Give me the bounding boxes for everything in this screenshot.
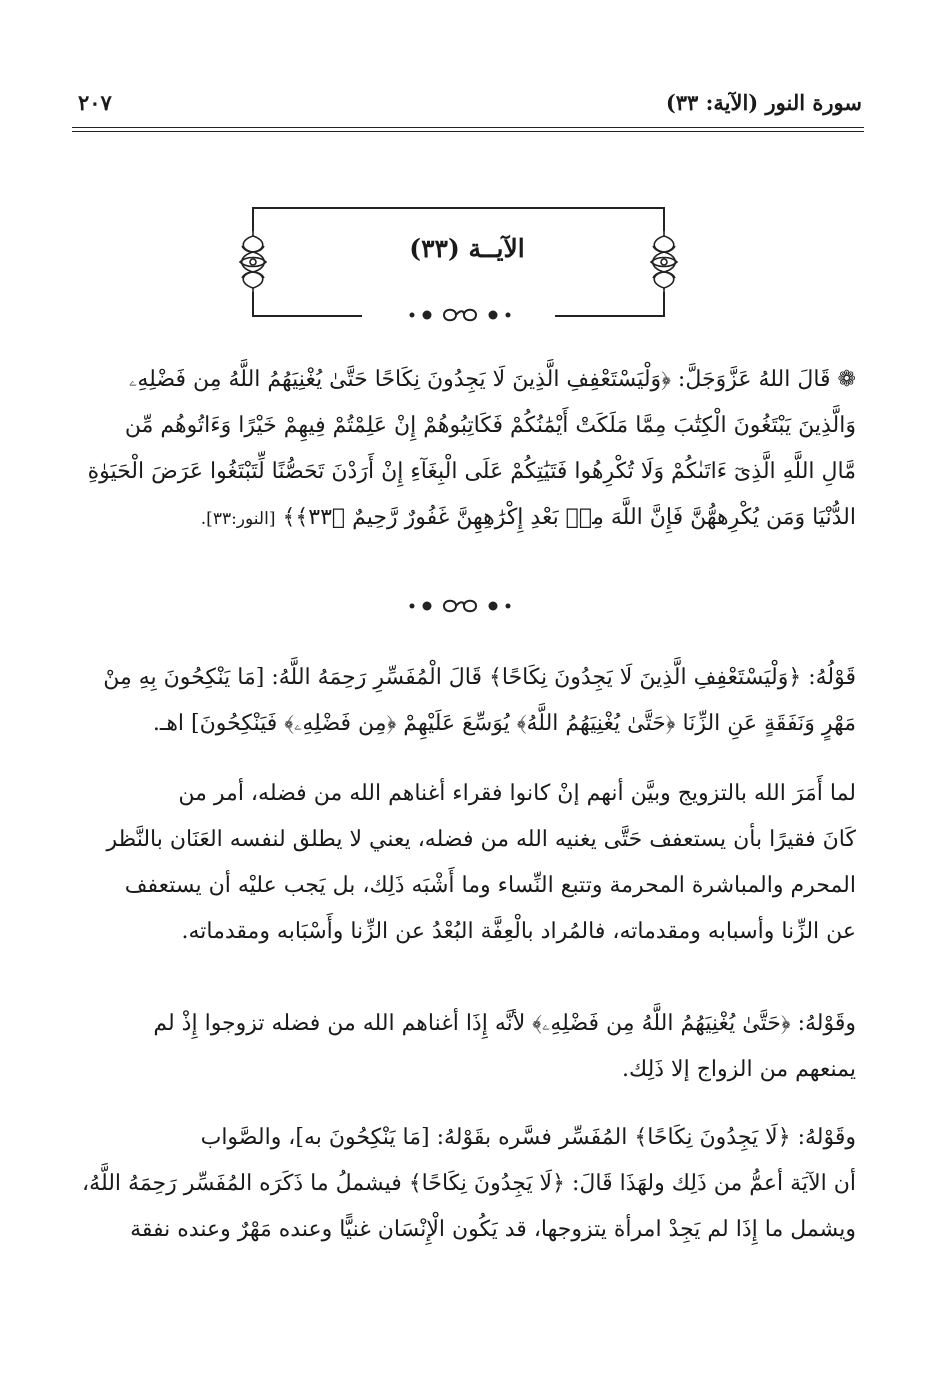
ayah-citation: [النور:٣٣]. — [200, 509, 276, 529]
paragraph-2 — [74, 771, 856, 955]
knot-ornament-icon — [236, 228, 270, 296]
surah-header-title: سورة النور (الآية: ٣٣) — [665, 90, 862, 115]
text-line: ويشمل ما إِذَا لم يَجِدْ امرأة يتزوجها، قد يَكُون الْإِنْسَان غنيًّا وعنده مَهْرٌ وعنده نفقة — [130, 1217, 856, 1242]
ayah-line: ❁ قَالَ اللهُ عَزَّوَجَلَّ: ﴿وَلْيَسْتَعْفِفِ الَّذِينَ لَا يَجِدُونَ نِكَاحًا حَتَّىٰ يُغْنِيَهُمُ اللَّهُ مِن فَضْلِهِۦ — [128, 367, 856, 392]
text-line: لما أَمَرَ الله بالتزويج وبيَّن أنهم إنْ كانوا فقراء أغناهم الله من فضله، أمر من — [178, 781, 856, 806]
ayah-line: وَالَّذِينَ يَبْتَغُونَ الْكِتَٰبَ مِمَّا مَلَكَتْ أَيْمَٰنُكُمْ فَكَاتِبُوهُمْ إِنْ عَلِمْتُمْ فِيهِمْ خَيْرًا وَءَاتُوهُم مِّن — [124, 413, 856, 438]
text-line: وقَوْلهُ: ﴿لَا يَجِدُونَ نِكَاحًا﴾ المُفَسِّر فسَّره بقَوْلهُ: [مَا يَنْكِحُونَ به]، والصَّواب — [200, 1125, 856, 1150]
header-rule-thin — [72, 131, 864, 132]
frame-bottom-right-line — [555, 315, 665, 317]
text-line: أن الآيَة أعمُّ من ذَلِك ولهَذَا قَالَ: ﴿لَا يَجِدُونَ نِكَاحًا﴾ فيشملُ ما ذَكَرَه المُفَسِّر رَحِمَهُ اللَّهُ، — [82, 1171, 856, 1196]
paragraph-3 — [74, 1001, 856, 1093]
text-line: عن الزِّنا وأسبابه ومقدماته، فالمُراد بالْعِفَّة البُعْدُ عن الزِّنا وأَسْبَابه ومقدماته. — [181, 919, 856, 944]
frame-top-line — [252, 207, 665, 209]
running-header — [72, 88, 862, 128]
text-line: يمنعهم من الزواج إلا ذَلِك. — [622, 1057, 856, 1082]
ayah-text — [74, 357, 856, 542]
ornamental-separator-icon — [400, 596, 520, 616]
text-line: المحرم والمباشرة المحرمة وتتبع النِّساء وما أَشْبَه ذَلِك، بل يَجب عليْه أن يستعفف — [124, 873, 856, 898]
frame-bottom-left-line — [252, 315, 362, 317]
ayah-title: الآيــة (٣٣) — [409, 234, 525, 263]
paragraph-1 — [74, 655, 856, 747]
ornamental-separator-icon — [400, 305, 520, 325]
knot-ornament-icon — [647, 228, 681, 296]
text-line: مَهْرٍ وَنَفَقَةٍ عَنِ الزِّنَا ﴿حَتَّىٰ يُغْنِيَهُمُ اللَّهُ﴾ يُوَسِّعَ عَلَيْهِمْ ﴿مِن فَضْلِهِۦ﴾ فَيَنْكِحُونَ] اهـ. — [152, 711, 856, 736]
paragraph-4 — [74, 1115, 856, 1253]
ayah-line-last — [74, 495, 856, 542]
page-number: ٢٠٧ — [78, 90, 112, 115]
text-line: وقَوْلهُ: ﴿حَتَّىٰ يُغْنِيَهُمُ اللَّهُ مِن فَضْلِهِۦ﴾ لأنَّه إِذَا أغناهم الله من فضله تزوجوا إِذْ لم — [153, 1011, 856, 1036]
text-line: قَوْلُهُ: ﴿وَلْيَسْتَعْفِفِ الَّذِينَ لَا يَجِدُونَ نِكَاحًا﴾ قَالَ الْمُفَسِّرِ رَحِمَهُ اللَّهُ: [مَا يَنْكِحُونَ بِهِ مِنْ — [103, 665, 856, 690]
header-rule — [72, 127, 864, 128]
text-line: كَانَ فقيرًا بأن يستعفف حَتَّى يغنيه الله من فضله، يعني لا يطلق لنفسه العَنَان بالنَّظر — [106, 827, 856, 852]
ayah-line: الدُّنْيَا وَمَن يُكْرِههُّنَّ فَإِنَّ اللَّهَ مِنۢ بَعْدِ إِكْرَٰهِهِنَّ غَفُورٌ رَّحِيمٌ ﴿٣٣﴾﴾ — [282, 505, 856, 530]
ayah-line: مَّالِ اللَّهِ الَّذِىٓ ءَاتَىٰكُمْ وَلَا تُكْرِهُوا فَتَيَٰتِكُمْ عَلَى الْبِغَآءِ إِنْ أَرَدْنَ تَحَصُّنًا لِّتَبْتَغُوا عَرَضَ الْحَيَوٰةِ — [87, 459, 856, 484]
